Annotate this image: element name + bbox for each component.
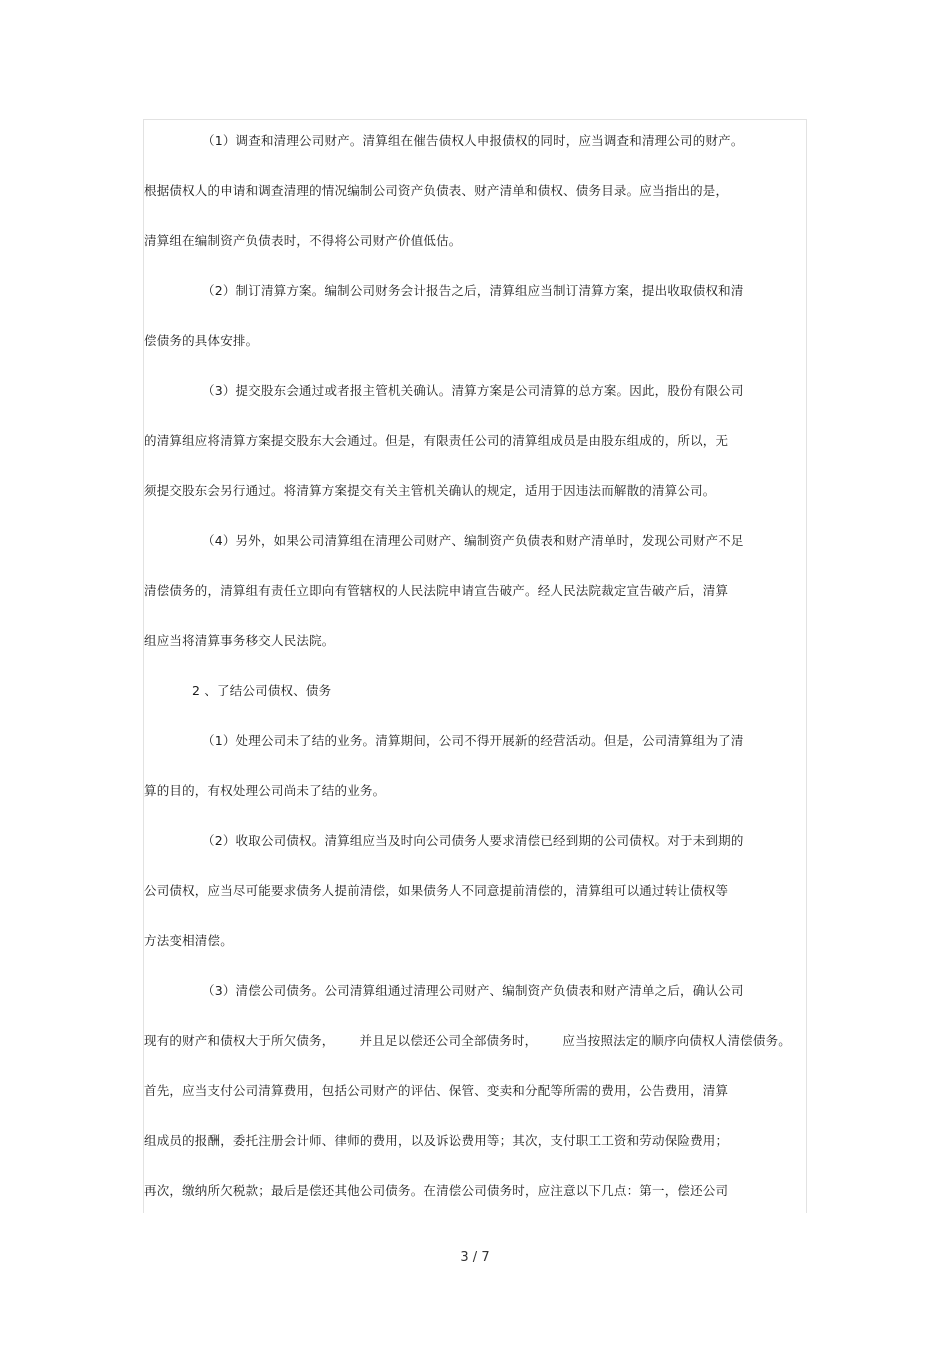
paragraph-line: 算的目的，有权处理公司尚未了结的业务。	[144, 783, 386, 798]
paragraph-line: 清算组在编制资产负债表时，不得将公司财产价值低估。	[144, 233, 462, 248]
paragraph-line: 偿债务的具体安排。	[144, 333, 259, 348]
paragraph-line: 方法变相清偿。	[144, 933, 233, 948]
paragraph-line: （3）清偿公司债务。公司清算组通过清理公司财产、编制资产负债表和财产清单之后，确认公司	[202, 983, 744, 998]
paragraph-line: （4）另外，如果公司清算组在清理公司财产、编制资产负债表和财产清单时，发现公司财产不足	[202, 533, 744, 548]
paragraph-line: 须提交股东会另行通过。将清算方案提交有关主管机关确认的规定，适用于因违法而解散的清算公司。	[144, 483, 716, 498]
paragraph-line: 根据债权人的申请和调查清理的情况编制公司资产负债表、财产清单和债权、债务目录。应当指出的是，	[144, 183, 729, 198]
paragraph-line: 现有的财产和债权大于所欠债务， 并且足以偿还公司全部债务时， 应当按照法定的顺序向债权人清偿债务。	[144, 1033, 791, 1048]
paragraph-line: （1）处理公司未了结的业务。清算期间，公司不得开展新的经营活动。但是，公司清算组为了清	[202, 733, 744, 748]
page-number: 3 / 7	[460, 1250, 490, 1265]
paragraph-line: （1）调查和清理公司财产。清算组在催告债权人申报债权的同时，应当调查和清理公司的财产。	[202, 133, 744, 148]
section-heading: 2 、了结公司债权、债务	[192, 683, 332, 698]
paragraph-line: （3）提交股东会通过或者报主管机关确认。清算方案是公司清算的总方案。因此，股份有限公司	[202, 383, 744, 398]
paragraph-line: 组应当将清算事务移交人民法院。	[144, 633, 335, 648]
paragraph-line: （2）收取公司债权。清算组应当及时向公司债务人要求清偿已经到期的公司债权。对于未到期的	[202, 833, 744, 848]
paragraph-line: 清偿债务的，清算组有责任立即向有管辖权的人民法院申请宣告破产。经人民法院裁定宣告破产后，清算	[144, 583, 729, 598]
paragraph-line: 的清算组应将清算方案提交股东大会通过。但是，有限责任公司的清算组成员是由股东组成的，所以，无	[144, 433, 729, 448]
paragraph-line: 再次，缴纳所欠税款；最后是偿还其他公司债务。在清偿公司债务时，应注意以下几点：第一，偿还公司	[144, 1183, 729, 1198]
paragraph-line: 公司债权，应当尽可能要求债务人提前清偿，如果债务人不同意提前清偿的，清算组可以通过转让债权等	[144, 883, 729, 898]
paragraph-line: 首先，应当支付公司清算费用，包括公司财产的评估、保管、变卖和分配等所需的费用，公告费用，清算	[144, 1083, 729, 1098]
paragraph-line: 组成员的报酬，委托注册会计师、律师的费用，以及诉讼费用等；其次，支付职工工资和劳动保险费用；	[144, 1133, 729, 1148]
document-body	[144, 128, 804, 1228]
paragraph-line: （2）制订清算方案。编制公司财务会计报告之后，清算组应当制订清算方案，提出收取债权和清	[202, 283, 744, 298]
